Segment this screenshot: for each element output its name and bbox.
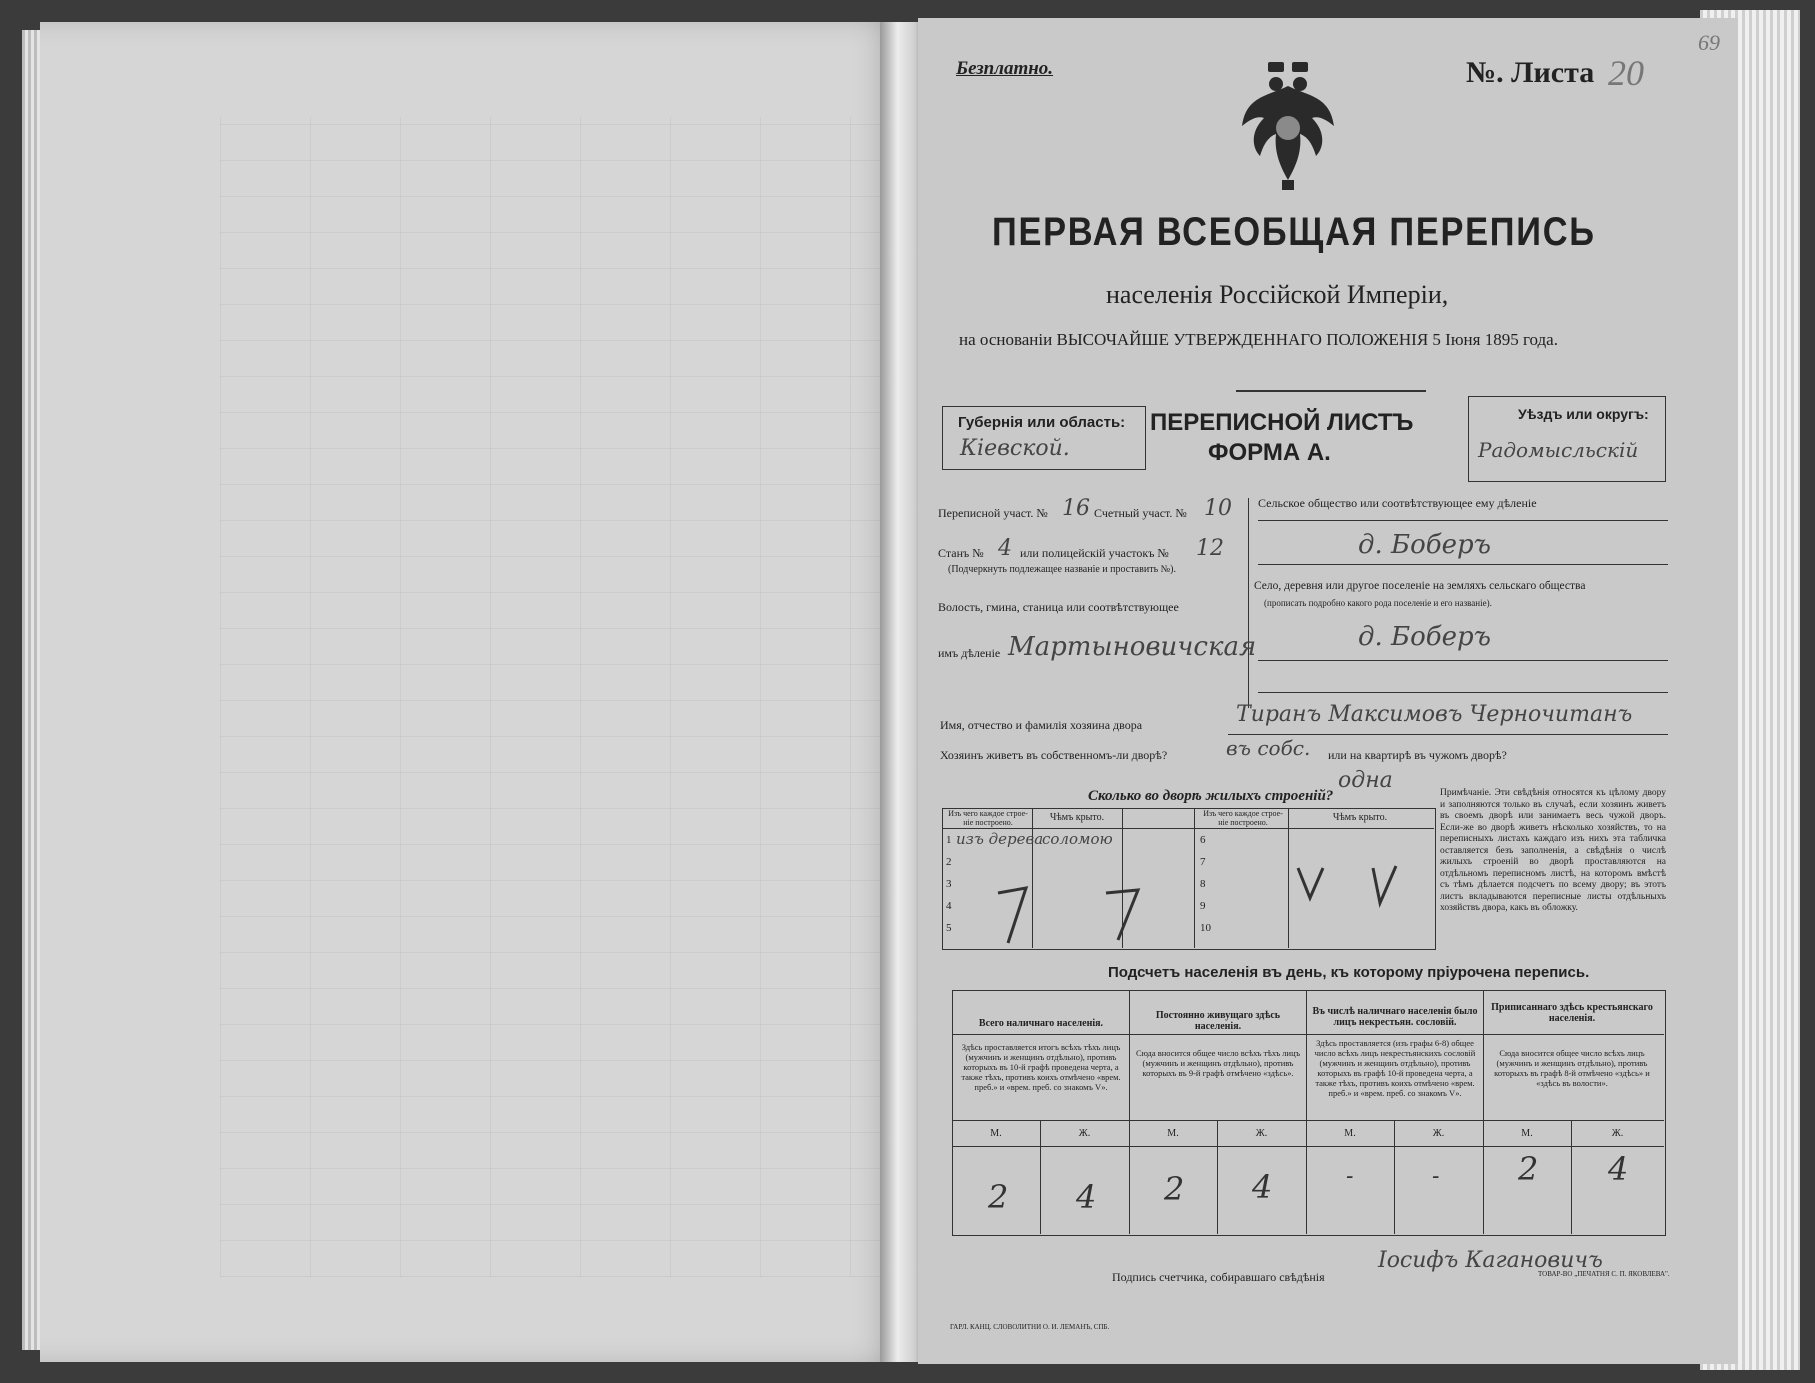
- village-value: д. Боберъ: [1358, 622, 1491, 652]
- owner-line: [1228, 734, 1668, 735]
- legal-basis: на основаніи ВЫСОЧАЙШЕ УТВЕРЖДЕННАГО ПОЛОЖЕНІЯ 5 Іюня 1895 года.: [959, 330, 1558, 349]
- census-district-value: 16: [1062, 496, 1090, 521]
- page-title: ПЕРВАЯ ВСЕОБЩАЯ ПЕРЕПИСЬ: [992, 210, 1596, 254]
- page-subtitle: населенія Россійской Имперіи,: [1106, 280, 1449, 309]
- bleed-through-grid: [220, 117, 910, 1277]
- ct-f-label-1: Ж.: [1078, 1128, 1091, 1139]
- owner-lives-value: въ собс.: [1226, 736, 1311, 760]
- ct-col-3: [1483, 990, 1484, 1234]
- volost-label-2: имъ дѣленіе: [938, 646, 1001, 660]
- ct-f-label-2: Ж.: [1255, 1128, 1268, 1139]
- sheet-number-value: 20: [1608, 53, 1644, 93]
- imperial-eagle-icon: [1238, 56, 1338, 196]
- ct-m-4: 2: [1518, 1150, 1539, 1188]
- apartment-label: или на квартирѣ въ чужомъ дворѣ?: [1328, 748, 1507, 762]
- owner-name-label: Имя, отчество и фамилія хозяина двора: [940, 718, 1143, 732]
- ct-m-3: -: [1346, 1164, 1354, 1189]
- page-number: 69: [1698, 30, 1720, 55]
- buildings-value: одна: [1338, 768, 1393, 793]
- bt-head-material-left: Изъ чего каждое строе- ніе построено.: [948, 809, 1028, 827]
- village-line-1: [1258, 660, 1668, 661]
- ct-line-head: [952, 1034, 1664, 1035]
- district-label: Уѣздъ или округъ:: [1518, 406, 1649, 422]
- note-text: Примѣчаніе. Эти свѣдѣнія относятся къ цѣлому двору и заполняются только въ случаѣ, если хозяинъ живетъ въ своемъ дворѣ или занимаетъ весь чужой дворъ. Если-же во дворѣ живетъ нѣсколько хозяйствъ, то на переписныхъ листахъ каждаго изъ нихъ эта табличка оставляется безъ заполненія, а свѣдѣнія о числѣ жилыхъ строеній во дворѣ проставляются на отдѣльномъ переписномъ листѣ, на которомъ вмѣстѣ съ тѣмъ дѣлается подсчетъ по всему двору; въ этотъ листъ вкладываются переписные листы отдѣльныхъ хозяйствъ двора, какъ въ обложку.: [1440, 788, 1666, 913]
- underline-note: (Подчеркнуть подлежащее названіе и проставить №).: [948, 564, 1176, 575]
- bt-row1-roof: соломою: [1042, 830, 1113, 848]
- ct-m-1: 2: [988, 1178, 1009, 1216]
- ornament-divider: [1236, 390, 1426, 392]
- bt-dash-marks: [978, 848, 1398, 948]
- ct-m-label-3: М.: [1344, 1128, 1356, 1139]
- ct-m-label-2: М.: [1167, 1128, 1179, 1139]
- stan-label: Станъ №: [938, 546, 984, 560]
- census-form-page: [918, 18, 1738, 1364]
- ct-m-label-1: М.: [990, 1128, 1002, 1139]
- bt-row1-material: изъ дерева: [956, 830, 1044, 848]
- bt-row-9: 9: [1200, 900, 1206, 912]
- community-label: Сельское общество или соотвѣтствующее ему дѣленіе: [1258, 496, 1537, 510]
- police-value: 12: [1196, 536, 1224, 561]
- bt-row-2: 2: [946, 856, 952, 868]
- ct-head-1: Всего наличнаго населенія.: [978, 1018, 1104, 1029]
- bt-head-roof-left: Чѣмъ крыто.: [1049, 812, 1105, 823]
- community-line-2: [1258, 564, 1668, 565]
- free-label: Безплатно.: [956, 58, 1054, 79]
- village-line-2: [1258, 692, 1668, 693]
- signature-label: Подпись счетчика, собиравшаго свѣдѣнія: [1112, 1270, 1325, 1284]
- ct-m-label-4: М.: [1521, 1128, 1533, 1139]
- fields-divider: [1248, 498, 1249, 708]
- ct-f-1: 4: [1076, 1178, 1097, 1216]
- police-label: или полицейскій участокъ №: [1020, 546, 1169, 560]
- district-value: Радомысльскій: [1478, 438, 1639, 462]
- printer-right: ТОВАР-ВО „ПЕЧАТНЯ С. П. ЯКОВЛЕВА".: [1538, 1270, 1670, 1278]
- province-value: Кіевской.: [960, 436, 1070, 461]
- ct-desc-3: Здѣсь проставляется (изъ графы 6-8) общее число всѣхъ лицъ некрестьянскихъ сословій (мужчинъ и женщинъ отдѣльно), противъ которыхъ въ графѣ 10-й проведена черта, а также тѣхъ, противъ коихъ отмѣчено «врем. преб.» и «врем. преб. со знакомъ V».: [1314, 1038, 1476, 1098]
- community-line-1: [1258, 520, 1668, 521]
- ct-desc-4: Сюда вносится общее число всѣхъ лицъ (мужчинъ и женщинъ отдѣльно), противъ которыхъ въ графѣ 8-й отмѣчено «здѣсь» и «здѣсь въ волости».: [1494, 1048, 1650, 1088]
- bt-row-4: 4: [946, 900, 952, 912]
- bt-row-6: 6: [1200, 834, 1206, 846]
- census-district-label: Переписной участ. №: [938, 506, 1048, 520]
- ct-head-2: Постоянно живущаго здѣсь населенія.: [1155, 1010, 1281, 1032]
- ct-head-3: Въ числѣ наличнаго населенія было лицъ некрестьян. сословій.: [1312, 1006, 1478, 1028]
- bt-head-roof-right: Чѣмъ крыто.: [1332, 812, 1388, 823]
- province-label: Губернія или область:: [958, 414, 1126, 431]
- ct-desc-1: Здѣсь проставляется итогъ всѣхъ тѣхъ лицъ (мужчинъ и женщинъ отдѣльно), противъ которыхъ въ 10-й графѣ проведена черта, а также тѣхъ, противъ коихъ отмѣчено «врем. преб.» и «врем. преб. со знакомъ V».: [961, 1042, 1121, 1092]
- left-blank-page: [40, 22, 906, 1362]
- ct-f-label-4: Ж.: [1611, 1128, 1624, 1139]
- village-label: Село, деревня или другое поселеніе на земляхъ сельскаго общества: [1254, 580, 1586, 592]
- bt-head-line: [942, 828, 1434, 829]
- signature-value: Іосифъ Кагановичъ: [1378, 1248, 1603, 1273]
- ct-col-2: [1306, 990, 1307, 1234]
- village-note: (прописать подробно какого рода поселеніе и его названіе).: [1264, 598, 1492, 608]
- ct-f-3: -: [1432, 1164, 1440, 1189]
- sheet-number-label: №. Листа: [1466, 56, 1595, 89]
- bt-head-material-right: Изъ чего каждое строе- ніе построено.: [1203, 809, 1283, 827]
- community-value: д. Боберъ: [1358, 530, 1491, 560]
- owner-name-value: Тиранъ Максимовъ Черночитанъ: [1236, 702, 1633, 727]
- ct-m-2: 2: [1164, 1170, 1185, 1208]
- bt-row-5: 5: [946, 922, 952, 934]
- owner-lives-label: Хозяинъ живетъ въ собственномъ-ли дворѣ?: [940, 748, 1168, 762]
- volost-value: Мартыновичская: [1008, 632, 1257, 662]
- ct-line-mf: [952, 1146, 1664, 1147]
- ct-f-label-3: Ж.: [1432, 1128, 1445, 1139]
- count-district-label: Счетный участ. №: [1094, 506, 1187, 520]
- ct-col-1: [1129, 990, 1130, 1234]
- ct-desc-2: Сюда вносится общее число всѣхъ тѣхъ лицъ (мужчинъ и женщинъ отдѣльно), противъ которыхъ въ 9-й графѣ отмѣчено «здѣсь».: [1135, 1048, 1301, 1078]
- ct-head-4: Приписаннаго здѣсь крестьянскаго населенія.: [1491, 1002, 1653, 1024]
- bt-row-3: 3: [946, 878, 952, 890]
- printer-left: ГАРЛ. КАНЦ. СЛОВОЛИТНИ О. И. ЛЕМАНЪ, СПБ.: [950, 1323, 1110, 1331]
- volost-label-1: Волость, гмина, станица или соотвѣтствующее: [938, 600, 1179, 614]
- bt-row-7: 7: [1200, 856, 1206, 868]
- stan-value: 4: [998, 536, 1012, 561]
- count-title: Подсчетъ населенія въ день, къ которому пріурочена перепись.: [1108, 964, 1590, 981]
- count-district-value: 10: [1204, 496, 1232, 521]
- form-title: ПЕРЕПИСНОЙ ЛИСТЪ: [1150, 409, 1414, 436]
- form-name: ФОРМА А.: [1208, 439, 1331, 466]
- bt-row-8: 8: [1200, 878, 1206, 890]
- ct-f-2: 4: [1252, 1168, 1273, 1206]
- ct-f-4: 4: [1608, 1150, 1629, 1188]
- buildings-label: Сколько во дворѣ жилыхъ строеній?: [1088, 788, 1334, 804]
- bt-row-1: 1: [946, 834, 952, 846]
- bt-row-10: 10: [1200, 922, 1211, 934]
- ct-line-desc: [952, 1120, 1664, 1121]
